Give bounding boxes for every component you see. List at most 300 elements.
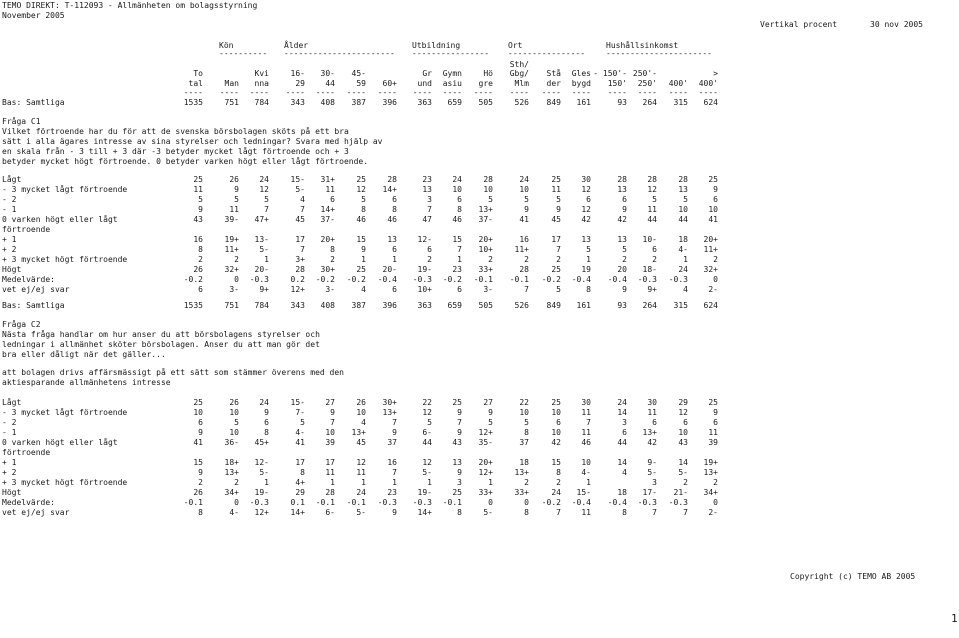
cell: -0.3 [412,498,432,507]
cell: 31+ [320,175,335,184]
cell: 8 [457,508,462,517]
cell: 5- [259,245,269,254]
cell: 41 [193,438,203,447]
cell: 15 [551,458,561,467]
cell: 13+ [478,205,493,214]
cell: 17 [325,458,335,467]
cell: 36- [224,438,239,447]
cell: 39 [708,438,718,447]
cell: 13+ [224,468,239,477]
cell: 29 [295,79,305,88]
question-c2-title: Fråga C2 [2,320,41,329]
table-row-label: förtroende [2,448,51,457]
cell: 13+ [514,468,529,477]
cell: 18- [642,265,657,274]
cell: 505 [478,301,493,310]
cell: ---- [541,88,561,97]
cell: 25 [708,175,718,184]
cell: 4- [295,428,305,437]
cell: 17 [551,235,561,244]
cell: 20- [382,265,397,274]
cell: 13+ [351,428,366,437]
cell: 7 [683,508,688,517]
cell: 10 [325,428,335,437]
cell: 5- [259,468,269,477]
copyright-notice: Copyright (c) TEMO AB 2005 [790,572,916,581]
cell: -0.2 [346,275,366,284]
cell: 9 [713,185,718,194]
cell: 7 [392,468,397,477]
cell: 5- [295,185,305,194]
cell: ---- [315,88,335,97]
cell: 14 [617,458,627,467]
cell: 1 [264,255,269,264]
cell: 0 [713,498,718,507]
cell: 1 [361,478,366,487]
cell: 8 [586,285,591,294]
cell: 408 [320,301,335,310]
cell: 5 [652,195,657,204]
cell: 24 [259,175,269,184]
cell: 20- [254,265,269,274]
cell: - 150'- [593,69,627,78]
cell: -0.1 [183,498,203,507]
cell: ---- [377,88,397,97]
cell: 18 [617,488,627,497]
cell: 30+ [320,265,335,274]
cell: 46 [356,215,366,224]
cell: 37 [387,438,397,447]
cell: -0.2 [183,275,203,284]
cell: > [713,69,718,78]
question-c1-text: Vilket förtroende har du för att de svenska börsbolagen sköts på ett bra [2,127,349,136]
group-ort: Ort [508,41,523,50]
cell: 11 [581,408,591,417]
cell: 11 [581,428,591,437]
cell: 6 [683,418,688,427]
cell: 18 [678,235,688,244]
cell: 5 [524,195,529,204]
cell: 12- [417,235,432,244]
cell: 8 [361,205,366,214]
cell: 44 [325,79,335,88]
question-c1-text: sätt i alla ägares intresse av sina styrelser och ledningar? Svara med hjälp av [2,137,383,146]
cell: 7 [427,205,432,214]
cell: 315 [673,98,688,107]
cell: 47+ [254,215,269,224]
cell: 22 [519,398,529,407]
cell: -0.3 [412,275,432,284]
cell: 784 [254,98,269,107]
cell: 37- [478,215,493,224]
cell: 1 [392,478,397,487]
cell: 0.1 [290,498,305,507]
cell: 4 [622,468,627,477]
cell: 3 [652,478,657,487]
cell: bygd [571,79,591,88]
cell: Kvi [254,69,269,78]
cell: 10 [452,185,462,194]
cell: 7 [586,418,591,427]
cell: 9 [457,468,462,477]
cell: 2 [488,255,493,264]
cell: 505 [478,98,493,107]
cell: 93 [617,98,627,107]
cell: 9 [234,185,239,194]
cell: 59 [356,79,366,88]
cell: 26 [193,488,203,497]
cell: 28 [647,175,657,184]
cell: 161 [576,98,591,107]
cell: 363 [417,301,432,310]
table-row-label: - 3 mycket lågt förtroende [2,185,128,194]
cell: 4- [678,245,688,254]
cell: 10+ [417,285,432,294]
table-row-label: förtroende [2,225,51,234]
cell: 6 [622,195,627,204]
table-row-label: Högt [2,488,22,497]
cell: 25 [193,175,203,184]
cell: 15 [356,235,366,244]
group-utbildning-rule: ---------------- [412,49,490,58]
table-row-label: Lågt [2,175,22,184]
cell: 7 [392,418,397,427]
cell: ---- [473,88,493,97]
cell: 12 [356,458,366,467]
cell: 2 [198,255,203,264]
cell: tal [188,79,203,88]
cell: 14+ [382,185,397,194]
cell: 20+ [320,235,335,244]
cell: 6- [422,428,432,437]
cell: 751 [224,98,239,107]
group-hushall-rule: ---------------------- [606,49,712,58]
table-row-label: Lågt [2,398,22,407]
cell: der [546,79,561,88]
cell: 6 [264,418,269,427]
cell: 784 [254,301,269,310]
cell: nna [254,79,269,88]
cell: 19 [581,265,591,274]
cell: ---- [698,88,718,97]
cell: 0 [234,275,239,284]
cell: 1 [586,478,591,487]
cell: 5 [556,285,561,294]
cell: 6 [427,245,432,254]
cell: 18 [519,458,529,467]
cell: 7 [652,508,657,517]
cell: 26 [356,398,366,407]
cell: ---- [442,88,462,97]
cell: 12 [647,185,657,194]
cell: 659 [447,301,462,310]
cell: 5 [683,195,688,204]
cell: 22 [422,398,432,407]
cell: 42 [647,438,657,447]
cell: 19- [417,488,432,497]
cell: 12- [254,458,269,467]
cell: 5 [586,245,591,254]
cell: 10- [642,235,657,244]
cell: 15- [290,175,305,184]
cell: 10 [678,428,688,437]
cell: -0.3 [377,498,397,507]
cell: 250' [637,79,657,88]
cell: 11 [647,205,657,214]
cell: 9 [198,428,203,437]
cell: 6 [457,195,462,204]
table-row-label: - 1 [2,428,17,437]
cell: 2 [234,478,239,487]
cell: 9 [488,408,493,417]
cell: ---- [509,88,529,97]
cell: 34+ [224,488,239,497]
table-row-label: Högt [2,265,22,274]
cell: 343 [290,98,305,107]
cell: 46 [387,215,397,224]
cell: 0 [234,498,239,507]
cell: 11 [325,468,335,477]
table-row-label: + 3 mycket högt förtroende [2,478,128,487]
cell: 19+ [224,235,239,244]
cell: 400' [668,79,688,88]
cell: 9 [392,428,397,437]
cell: 8 [524,428,529,437]
cell: 25 [356,265,366,274]
cell: 12+ [254,508,269,517]
cell: 24 [617,398,627,407]
cell: 26 [229,175,239,184]
cell: 5 [234,195,239,204]
cell: 10+ [478,245,493,254]
cell: 6 [457,285,462,294]
cell: 11 [708,428,718,437]
cell: 15- [290,398,305,407]
cell: ---- [668,88,688,97]
cell: -0.3 [249,498,269,507]
cell: 9 [622,285,627,294]
cell: 13- [254,235,269,244]
cell: 41 [295,438,305,447]
cell: 45 [356,438,366,447]
cell: 17 [295,458,305,467]
cell: 250'- [632,69,657,78]
cell: 13+ [642,428,657,437]
cell: 44 [422,438,432,447]
cell: 5- [678,468,688,477]
cell: 93 [617,301,627,310]
cell: 10 [229,428,239,437]
cell: 2 [683,478,688,487]
cell: 2 [622,255,627,264]
cell: asiu [442,79,462,88]
table-row-label: + 1 [2,458,17,467]
cell: 24 [259,398,269,407]
cell: 12 [422,458,432,467]
cell: 5 [556,195,561,204]
cell: 2 [524,255,529,264]
cell: 7 [524,285,529,294]
cell: 24 [356,488,366,497]
cell: 43 [678,438,688,447]
cell: 12 [581,205,591,214]
cell: 2 [198,478,203,487]
cell: 7 [556,245,561,254]
cell: 39 [325,438,335,447]
cell: 14 [617,408,627,417]
table-row-label: - 3 mycket lågt förtroende [2,408,128,417]
cell: 41 [708,215,718,224]
cell: -0.4 [377,275,397,284]
cell: 1 [264,478,269,487]
cell: Gbg/ [509,69,529,78]
cell: 13 [617,235,627,244]
cell: 17- [642,488,657,497]
cell: 11+ [703,245,718,254]
cell: 8 [457,205,462,214]
cell: -0.4 [571,275,591,284]
cell: 11 [551,185,561,194]
cell: 13 [452,458,462,467]
cell: 28 [325,488,335,497]
cell: 15 [193,458,203,467]
cell: 19+ [703,458,718,467]
cell: 6 [198,418,203,427]
cell: Mlm [514,79,529,88]
cell: 28 [617,175,627,184]
cell: 15- [576,488,591,497]
cell: 13 [422,185,432,194]
cell: 3- [325,285,335,294]
cell: 28 [483,175,493,184]
cell: 2 [556,255,561,264]
cell: 5- [647,468,657,477]
cell: 13+ [382,408,397,417]
cell: 7- [295,408,305,417]
cell: 7 [300,245,305,254]
table-row-label: + 2 [2,245,17,254]
cell: 8 [524,508,529,517]
cell: 12 [678,408,688,417]
cell: 20 [617,265,627,274]
cell: 8 [392,205,397,214]
cell: 25 [551,175,561,184]
cell: 3 [457,478,462,487]
table-row-label: vet ej/ej svar [2,508,70,517]
cell: -0.2 [541,275,561,284]
cell: 4+ [295,478,305,487]
cell: 264 [642,98,657,107]
cell: 10 [483,185,493,194]
cell: und [417,79,432,88]
cell: 19- [417,265,432,274]
cell: -0.2 [315,275,335,284]
cell: 9 [361,245,366,254]
cell: 5 [361,195,366,204]
table-row-label: - 2 [2,418,17,427]
cell: -0.3 [668,498,688,507]
cell: 24 [551,488,561,497]
cell: 39- [224,215,239,224]
cell: -0.3 [249,275,269,284]
cell: 3 [622,418,627,427]
cell: 2 [234,255,239,264]
cell: -0.4 [607,498,627,507]
cell: 23 [422,175,432,184]
cell: ---- [183,88,203,97]
cell: Hö [483,69,493,78]
cell: 0 [524,498,529,507]
cell: 7 [556,508,561,517]
cell: 42 [551,438,561,447]
question-c2-subtext: att bolagen drivs affärsmässigt på ett sätt som stämmer överens med den [2,368,344,377]
cell: 7 [457,245,462,254]
cell: 4 [361,285,366,294]
cell: 27 [325,398,335,407]
question-c2-text: Nästa fråga handlar om hur anser du att börsbolagens styrelser och [2,330,320,339]
cell: 29 [678,398,688,407]
table-row-label: - 2 [2,195,17,204]
cell: 5 [427,418,432,427]
cell: 29 [295,488,305,497]
cell: 33+ [478,265,493,274]
cell: 6- [325,508,335,517]
cell: -0.1 [315,498,335,507]
cell: 849 [546,301,561,310]
cell: 11 [229,205,239,214]
cell: 9 [198,468,203,477]
cell: 3- [229,285,239,294]
cell: 396 [382,301,397,310]
cell: 43 [452,438,462,447]
cell: 396 [382,98,397,107]
cell: 8 [330,245,335,254]
cell: 45 [295,215,305,224]
cell: 28 [387,175,397,184]
cell: -0.1 [473,275,493,284]
cell: 9 [713,408,718,417]
cell: 44 [647,215,657,224]
report-title: TEMO DIREKT: T-112093 - Allmänheten om bolagsstyrning [2,1,258,10]
cell: 60+ [382,79,397,88]
cell: 45- [351,69,366,78]
cell: 23 [452,265,462,274]
cell: 44 [678,215,688,224]
cell: 5 [300,418,305,427]
cell: 30 [581,175,591,184]
cell: 4 [300,195,305,204]
cell: 20+ [478,235,493,244]
cell: 10 [551,428,561,437]
cell: 9+ [259,285,269,294]
cell: -0.3 [637,498,657,507]
cell: 42 [581,215,591,224]
cell: 33+ [478,488,493,497]
cell: 24 [678,265,688,274]
question-c1-title: Fråga C1 [2,117,41,126]
cell: 41 [519,215,529,224]
cell: 1 [427,478,432,487]
cell: ---- [249,88,269,97]
cell: 1535 [183,98,203,107]
table-row-label: Medelvärde: [2,275,55,284]
group-ort-rule: ---------------- [508,49,586,58]
cell: 4 [361,418,366,427]
cell: 34+ [703,488,718,497]
cell: 2- [708,285,718,294]
cell: 20+ [478,458,493,467]
cell: Gr [422,69,432,78]
